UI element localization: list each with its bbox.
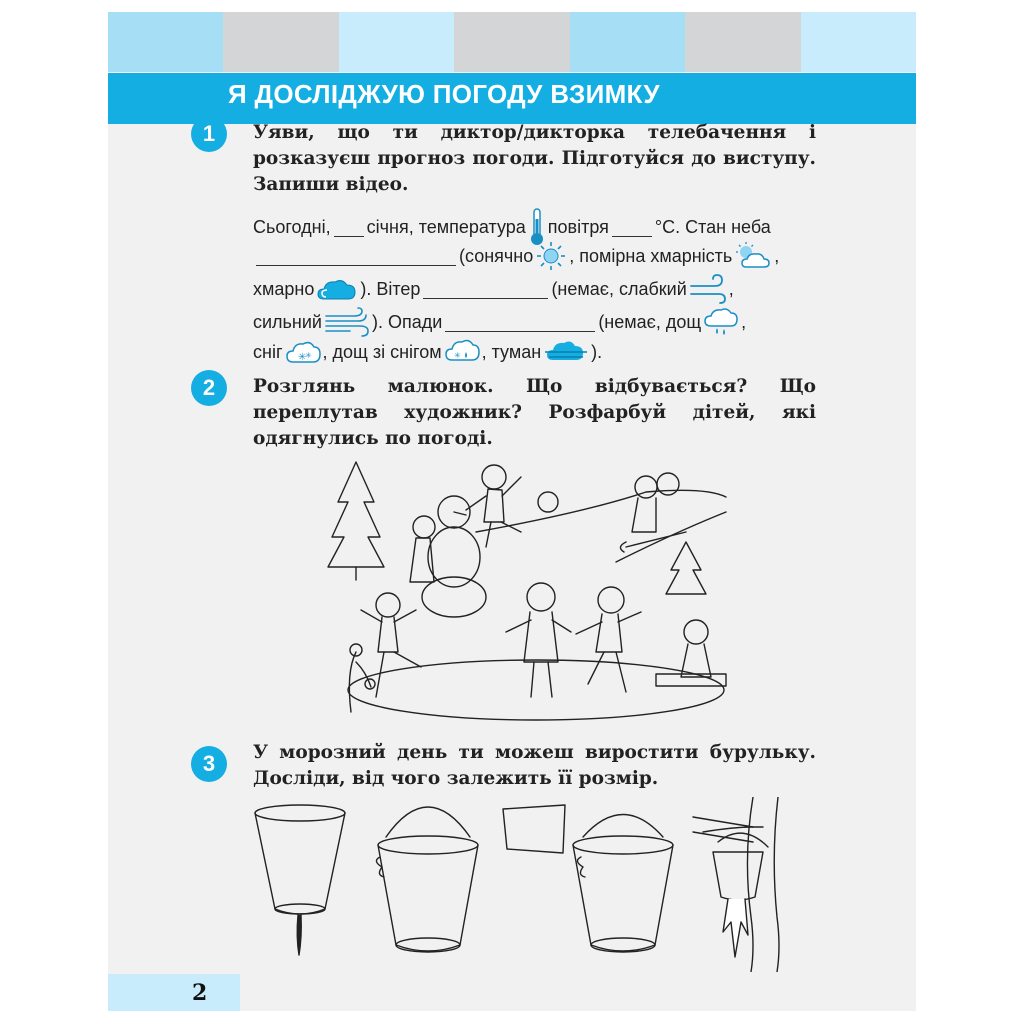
- text: (немає, слабкий: [551, 278, 687, 299]
- text: ,: [741, 311, 747, 332]
- text: (сонячно: [459, 245, 534, 266]
- forecast-line-4: [253, 306, 746, 338]
- page-title: Я ДОСЛІДЖУЮ ПОГОДУ ВЗИМКУ: [228, 79, 660, 109]
- cloud-icon: [316, 275, 358, 303]
- svg-text:✳: ✳: [297, 352, 306, 363]
- temperature-blank[interactable]: [612, 218, 652, 237]
- child-head: [598, 587, 624, 613]
- header-stripes: [108, 12, 916, 72]
- stripe: [685, 12, 800, 72]
- tilted-bucket-illustration: [503, 805, 673, 952]
- svg-text:✳: ✳: [304, 351, 312, 360]
- sky-state-blank[interactable]: [256, 247, 456, 266]
- light-wind-icon: [689, 274, 727, 304]
- precipitation-blank[interactable]: [445, 313, 595, 332]
- text: ,: [774, 245, 780, 266]
- child-head: [376, 593, 400, 617]
- fir-tree: [328, 462, 384, 567]
- task-number-badge: 3: [191, 746, 227, 782]
- text: (немає, дощ: [598, 311, 702, 332]
- wind-blank[interactable]: [423, 280, 548, 299]
- fog-icon: [543, 338, 589, 366]
- strong-wind-icon: [324, 307, 370, 337]
- text: сильний: [253, 311, 322, 332]
- day-blank[interactable]: [334, 218, 364, 237]
- task-number-badge: 2: [191, 370, 227, 406]
- partly-cloudy-icon: [734, 241, 772, 271]
- text: °С. Стан неба: [654, 216, 771, 237]
- leaking-cup-illustration: [255, 805, 345, 955]
- sun-icon: [535, 240, 567, 272]
- forecast-line-5: [253, 338, 602, 366]
- rain-icon: [703, 306, 739, 338]
- snow-icon: [285, 338, 321, 366]
- stripe: [454, 12, 569, 72]
- svg-text:✳: ✳: [453, 351, 461, 360]
- child-head: [635, 476, 657, 498]
- text: , дощ зі снігом: [322, 341, 442, 362]
- winter-scene-illustration: [326, 452, 738, 722]
- task2-instruction: Розглянь малюнок. Що відбувається? Що переплутав художник? Розфарбуй дітей, які одягнулись по погоді.: [253, 376, 816, 449]
- text: ,: [728, 278, 734, 299]
- child-head: [482, 465, 506, 489]
- snow-hill: [476, 490, 726, 532]
- fir-tree: [666, 542, 706, 594]
- bucket-illustration: [376, 807, 478, 952]
- bench: [656, 674, 726, 686]
- text: , помірна хмарність: [569, 245, 733, 266]
- stripe: [339, 12, 454, 72]
- child-head: [684, 620, 708, 644]
- stripe: [223, 12, 338, 72]
- forecast-line-3: [253, 274, 734, 304]
- page-number-box: [108, 974, 240, 1011]
- forecast-line-2: [253, 240, 779, 272]
- stripe: [801, 12, 916, 72]
- child-head: [657, 473, 679, 495]
- text: ). Опади: [372, 311, 443, 332]
- workbook-page: [108, 12, 916, 1011]
- child-head: [413, 516, 435, 538]
- stripe: [570, 12, 685, 72]
- ball: [538, 492, 558, 512]
- task3-instruction: У морозний день ти можеш виростити бурульку. Досліди, від чого залежить її розмір.: [253, 742, 816, 789]
- text: ). Вітер: [360, 278, 421, 299]
- text: повітря: [547, 216, 609, 237]
- text: хмарно: [253, 278, 315, 299]
- task1-instruction: Уяви, що ти диктор/дикторка телебачення і розказуєш прогноз погоди. Підготуйся до виступу. Запиши відео.: [253, 122, 816, 195]
- task-number-badge: 1: [191, 116, 227, 152]
- sleet-icon: [444, 338, 480, 366]
- stripe: [108, 12, 223, 72]
- icicle-experiment-illustrations: [253, 797, 788, 972]
- icicle-bucket-illustration: [693, 797, 779, 972]
- child-head: [527, 583, 555, 611]
- text: сніг: [253, 341, 283, 362]
- ice-rink: [348, 660, 724, 720]
- text: січня, температура: [366, 216, 526, 237]
- text: , туман: [481, 341, 542, 362]
- text: ).: [591, 341, 603, 362]
- text: Сьогодні,: [253, 216, 331, 237]
- page-number: 2: [192, 980, 208, 1006]
